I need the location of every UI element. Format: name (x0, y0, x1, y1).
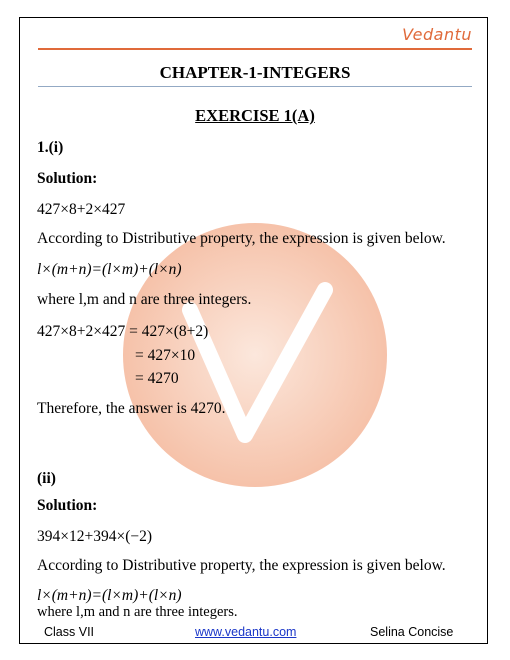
answer-text: Therefore, the answer is 4270. (37, 400, 226, 417)
distributive-formula: l×(m+n)=(l×m)+(l×n) (37, 261, 182, 278)
variables-note: where l,m and n are three integers. (37, 291, 252, 308)
chapter-title: CHAPTER-1-INTEGERS (159, 63, 351, 82)
exercise-title: EXERCISE 1(A) (195, 106, 315, 125)
question-label: (ii) (37, 470, 56, 487)
calculation-step: = 4270 (135, 370, 179, 387)
solution-label: Solution: (37, 497, 98, 514)
variables-note: where l,m and n are three integers. (37, 604, 238, 620)
calculation-step: = 427×10 (135, 347, 196, 364)
explanation-text: According to Distributive property, the expression is given below. (37, 557, 446, 574)
distributive-formula: l×(m+n)=(l×m)+(l×n) (37, 587, 182, 604)
expression: 394×12+394×(−2) (37, 528, 153, 545)
header-divider (38, 48, 472, 50)
footer-class: Class VII (44, 625, 95, 639)
explanation-text: According to Distributive property, the expression is given below. (37, 230, 446, 247)
title-underline (38, 86, 472, 87)
vedantu-logo: Vedantu (402, 25, 472, 44)
calculation-step: 427×8+2×427 = 427×(8+2) (37, 323, 209, 340)
solution-label: Solution: (37, 170, 98, 187)
question-label: 1.(i) (37, 139, 64, 156)
footer-book: Selina Concise (370, 625, 454, 639)
footer-website-link[interactable]: www.vedantu.com (195, 625, 297, 639)
expression: 427×8+2×427 (37, 201, 126, 218)
